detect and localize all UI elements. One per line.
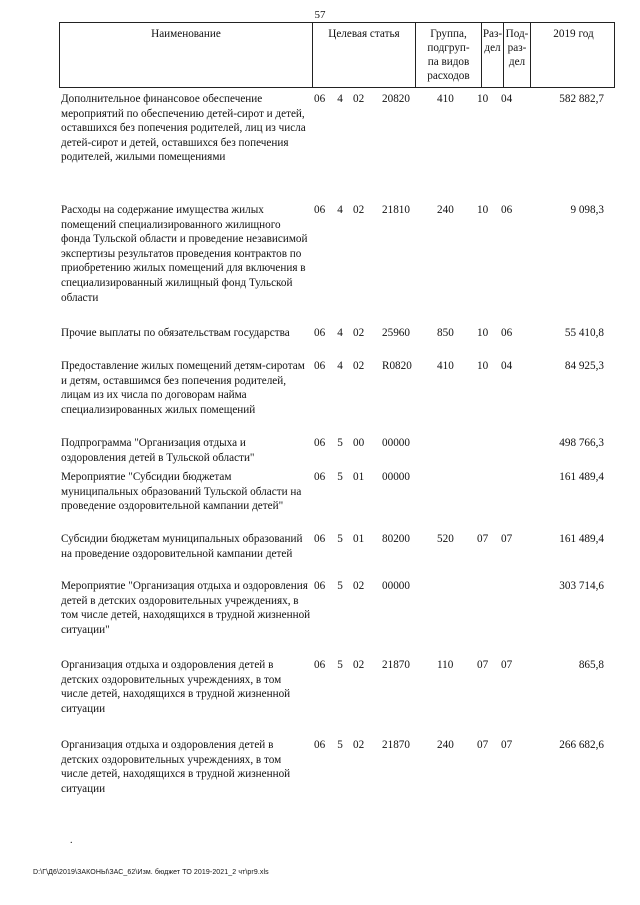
row-code-event: 02: [353, 93, 365, 105]
row-amount: 582 882,7: [559, 93, 604, 105]
row-name: Дополнительное финансовое обеспечение мероприятий по обеспечению детей-сирот и детей, оставшихся без попечения родителей, лиц из числа детей-сирот и детей, оставшихся без попечения родителей, жилыми помещениями: [61, 93, 306, 164]
row-section: 10: [477, 204, 489, 216]
row-group: 240: [437, 204, 454, 216]
row-code-subprogram: 5: [337, 471, 343, 483]
row-group: 240: [437, 739, 454, 751]
row-amount: 266 682,6: [559, 739, 604, 751]
row-code-program: 06: [314, 580, 326, 592]
row-name: Предоставление жилых помещений детям-сиротам и детям, оставшимся без попечения родителей, лицам из их числа по договорам найма специализированных жилых помещений: [61, 360, 305, 416]
row-section: 07: [477, 659, 489, 671]
header-year: 2019 год: [530, 23, 616, 87]
row-code-direction: 21870: [382, 739, 410, 751]
row-code-direction: R0820: [382, 360, 412, 372]
row-group: 410: [437, 360, 454, 372]
row-group: 520: [437, 533, 454, 545]
row-amount: 84 925,3: [564, 360, 604, 372]
row-code-event: 02: [353, 739, 365, 751]
row-subsection: 07: [501, 739, 513, 751]
row-code-program: 06: [314, 533, 326, 545]
page-number: 57: [314, 9, 326, 21]
row-code-direction: 21810: [382, 204, 410, 216]
header-group-line: Группа,: [430, 28, 467, 40]
header-target-article: Целевая статья: [312, 23, 415, 87]
row-name: Прочие выплаты по обязательствам государства: [61, 327, 290, 339]
row-subsection: 04: [501, 360, 513, 372]
row-code-event: 01: [353, 471, 365, 483]
row-section: 07: [477, 533, 489, 545]
row-section: 07: [477, 739, 489, 751]
row-code-program: 06: [314, 739, 326, 751]
row-code-subprogram: 4: [337, 360, 343, 372]
row-code-direction: 00000: [382, 580, 410, 592]
row-code-program: 06: [314, 204, 326, 216]
row-code-event: 02: [353, 327, 365, 339]
row-code-event: 02: [353, 360, 365, 372]
row-amount: 303 714,6: [559, 580, 604, 592]
row-code-event: 00: [353, 437, 365, 449]
row-code-program: 06: [314, 360, 326, 372]
row-name: Расходы на содержание имущества жилых помещений специализированного жилищного фонда Тульской области и проведение независимой экспертизы результатов проведения контрактов по приобретению жилых помещений для включения в специализированный жилищный фонд Тульской области: [61, 204, 308, 304]
row-code-program: 06: [314, 327, 326, 339]
header-subsection-line: раз-: [507, 42, 527, 54]
row-code-subprogram: 4: [337, 204, 343, 216]
row-code-direction: 21870: [382, 659, 410, 671]
row-code-subprogram: 4: [337, 327, 343, 339]
row-amount: 161 489,4: [559, 471, 604, 483]
row-code-direction: 20820: [382, 93, 410, 105]
row-code-program: 06: [314, 659, 326, 671]
row-amount: 498 766,3: [559, 437, 604, 449]
row-code-event: 01: [353, 533, 365, 545]
header-group-line: расходов: [427, 70, 470, 82]
row-amount: 865,8: [578, 659, 604, 671]
file-path-footer: D:\Г\Д6\2019\ЗАКОНЫ\ЗАС_62\Изм. бюджет ТО 2019-2021_2 чт\pr9.xls: [33, 869, 269, 876]
header-group-line: па видов: [427, 56, 470, 68]
row-code-program: 06: [314, 471, 326, 483]
row-section: 10: [477, 93, 489, 105]
row-code-subprogram: 5: [337, 659, 343, 671]
row-code-direction: 25960: [382, 327, 410, 339]
row-amount: 55 410,8: [564, 327, 604, 339]
row-code-subprogram: 5: [337, 437, 343, 449]
row-group: 110: [437, 659, 454, 671]
row-code-direction: 00000: [382, 471, 410, 483]
row-subsection: 07: [501, 533, 513, 545]
row-code-event: 02: [353, 659, 365, 671]
row-name: Подпрограмма "Организация отдыха и оздоровления детей в Тульской области": [61, 437, 255, 464]
header-subsection-line: дел: [508, 56, 526, 68]
row-name: Организация отдыха и оздоровления детей в детских оздоровительных учреждениях, в том числе детей, находящихся в трудной жизненной ситуации: [61, 739, 291, 795]
row-code-direction: 00000: [382, 437, 410, 449]
row-code-subprogram: 5: [337, 580, 343, 592]
row-section: 10: [477, 360, 489, 372]
row-code-direction: 80200: [382, 533, 410, 545]
row-name: Мероприятие "Субсидии бюджетам муниципальных образований Тульской области на проведение оздоровительной кампании детей": [61, 471, 302, 513]
row-code-program: 06: [314, 93, 326, 105]
row-name: Субсидии бюджетам муниципальных образований на проведение оздоровительной кампании детей: [61, 533, 303, 560]
row-subsection: 07: [501, 659, 513, 671]
header-subsection-line: Под-: [505, 28, 529, 40]
row-subsection: 06: [501, 204, 513, 216]
header-name: Наименование: [151, 28, 221, 40]
row-group: 410: [437, 93, 454, 105]
row-name: Организация отдыха и оздоровления детей в детских оздоровительных учреждениях, в том числе детей, находящихся в трудной жизненной ситуации: [61, 659, 291, 715]
row-subsection: 06: [501, 327, 513, 339]
row-amount: 161 489,4: [559, 533, 604, 545]
row-code-event: 02: [353, 580, 365, 592]
row-amount: 9 098,3: [570, 204, 604, 216]
row-code-event: 02: [353, 204, 365, 216]
row-code-subprogram: 4: [337, 93, 343, 105]
row-code-subprogram: 5: [337, 533, 343, 545]
row-code-subprogram: 5: [337, 739, 343, 751]
header-section-line: дел: [484, 42, 501, 54]
row-group: 850: [437, 327, 454, 339]
header-section-line: Раз-: [482, 28, 503, 40]
stray-dot: .: [70, 835, 73, 846]
row-section: 10: [477, 327, 489, 339]
row-subsection: 04: [501, 93, 513, 105]
row-name: Мероприятие "Организация отдыха и оздоровления детей в детских оздоровительных учреждениях, в том числе детей, находящихся в трудной жизненной ситуации": [61, 580, 311, 636]
row-code-program: 06: [314, 437, 326, 449]
header-group-line: подгруп-: [427, 42, 470, 54]
